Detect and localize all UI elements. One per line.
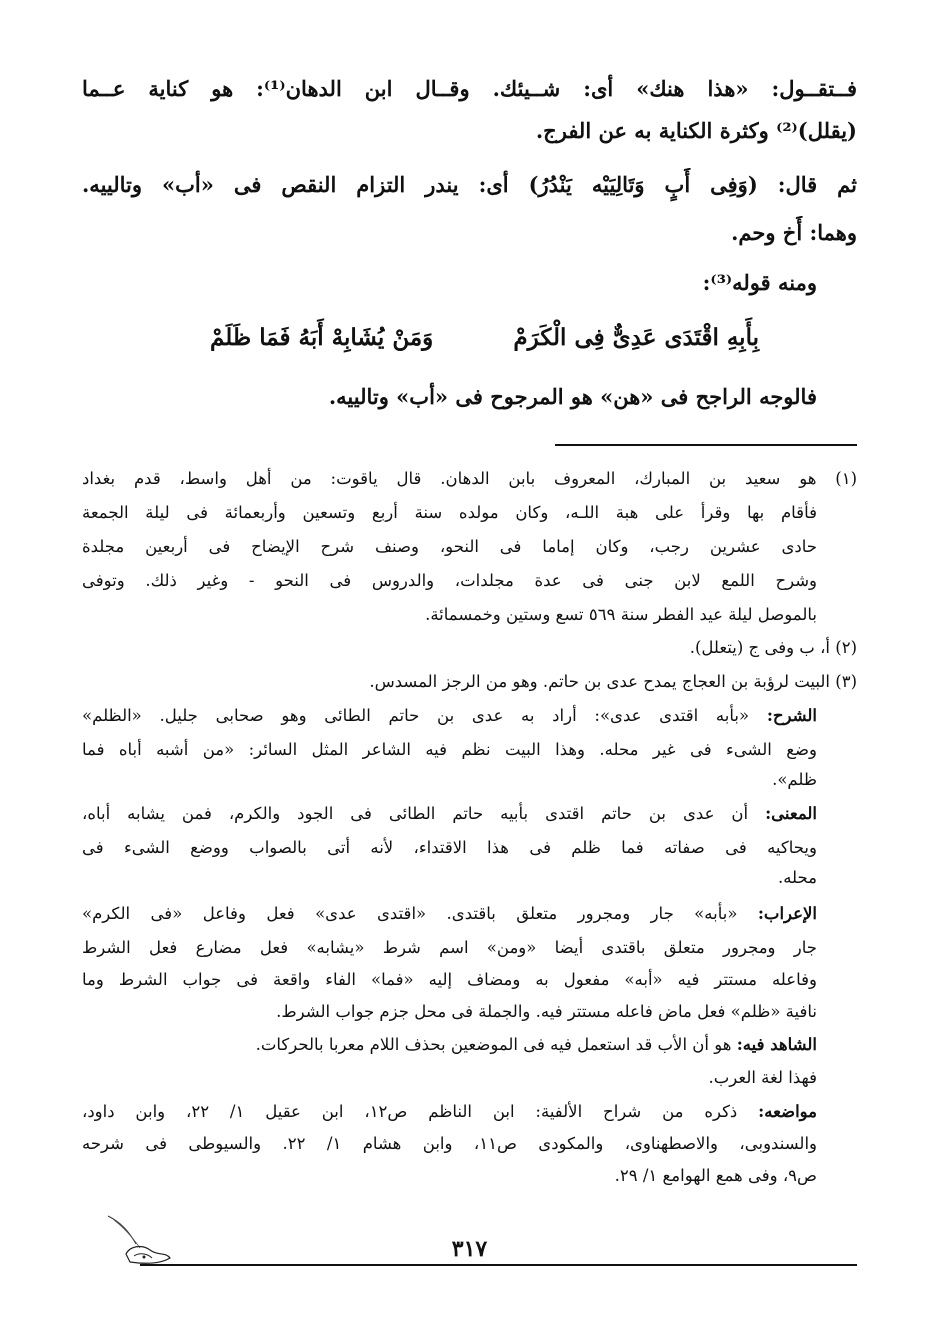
irab-line-3: وفاعله مستتر فيه «أبه» مفعول به ومضاف إليه «فما» الفاء واقعة فى جواب الشرط وما — [82, 970, 817, 989]
sharh-text: «بأبه اقتدى عدى»: أراد به عدى بن حاتم الطائى وهو صحابى جليل. «الظلم» — [82, 706, 750, 725]
shahid-label: الشاهد فيه: — [736, 1035, 817, 1054]
sharh-line-3: ظلم». — [772, 770, 817, 789]
irab-line-2: جار ومجرور متعلق باقتدى أيضا «ومن» اسم شرط «يشابه» فعل مضارع فعل الشرط — [82, 938, 817, 957]
shahid-line-1 — [82, 1031, 817, 1059]
irab-line-4: نافية «ظلم» فعل ماض فاعله مستتر فيه. والجملة فى محل جزم جواب الشرط. — [276, 1002, 817, 1021]
mawadi-label: مواضعه: — [758, 1102, 817, 1121]
sharh-line-1 — [82, 702, 817, 730]
sharh-line-2: وضع الشىء فى غير محله. وهذا البيت نظم فيه الشاعر المثل السائر: «من أشبه أباه فما — [82, 740, 817, 759]
footnote-2-line-1: (٢) أ، ب وفى ج (يتعلل). — [689, 638, 857, 657]
footnote-1-line-4: وشرح اللمع لابن جنى فى عدة مجلدات، والدروس فى النحو - وغير ذلك. وتوفى — [82, 571, 817, 590]
irab-label: الإعراب: — [757, 904, 817, 923]
footnote-separator — [555, 444, 857, 446]
irab-line-1 — [82, 900, 817, 928]
verse-first-hemistich: بِأَبِهِ اقْتَدَى عَدِىٌّ فِى الْكَرَمْ — [513, 324, 759, 351]
main-text-line-1: فــتقــول: «هذا هنك» أى: شــيئك. وقــال ابن الدهان⁽¹⁾: هو كناية عــما — [82, 76, 857, 101]
sharh-label: الشرح: — [766, 706, 817, 725]
footnote-1-line-3: حادى عشرين رجب، وكان إماما فى النحو، وصنف شرح الإيضاح فى أربعين مجلدة — [82, 537, 817, 556]
shahid-line-2: فهذا لغة العرب. — [708, 1068, 817, 1087]
main-text-line-2: (يقلل)⁽²⁾ وكثرة الكناية به عن الفرج. — [535, 118, 857, 143]
main-text-line-6: فالوجه الراجح فى «هن» هو المرجوح فى «أب» وتالييه. — [328, 384, 817, 409]
main-text-line-3: ثم قال: (وَفِى أَبٍ وَتَالِيَيْه يَنْدُرُ) أى: يندر التزام النقص فى «أب» وتالييه. — [82, 172, 857, 197]
mawadi-line-2: والسندوبى، والاصطهناوى، والمكودى ص١١، وابن هشام ١/ ٢٢. والسيوطى فى شرحه — [82, 1134, 817, 1153]
main-text-line-5: ومنه قوله⁽³⁾: — [702, 270, 817, 295]
footnote-1-line-5: بالموصل ليلة عيد الفطر سنة ٥٦٩ تسع وستين وخمسمائة. — [425, 605, 817, 624]
main-text-line-4: وهما: أَخ وحم. — [731, 220, 857, 245]
maana-line-3: محله. — [777, 868, 817, 887]
footnote-1-line-2: فأقام بها وقرأ على هبة اللـه، وكان مولده سنة أربع وتسعين وأربعمائة فى ليلة الجمعة — [82, 503, 817, 522]
verse-second-hemistich: وَمَنْ يُشَابِهْ أَبَهُ فَمَا ظَلَمْ — [210, 324, 434, 351]
maana-line-2: ويحاكيه فى صفاته فما ظلم فى هذا الاقتداء، لأنه أتى بالصواب ووضع الشىء فى — [82, 838, 817, 857]
maana-text: أن عدى بن حاتم اقتدى بأبيه حاتم الطائى فى الجود والكرم، فمن يشابه أباه، — [82, 804, 749, 823]
mawadi-line-3: ص٩، وفى همع الهوامع ١/ ٢٩. — [614, 1166, 817, 1185]
irab-text: «بأبه» جار ومجرور متعلق باقتدى. «اقتدى عدى» فعل وفاعل «فى الكرم» — [82, 904, 738, 923]
mawadi-line-1 — [82, 1098, 817, 1126]
footnote-3-line-1: (٣) البيت لرؤبة بن العجاج يمدح عدى بن حاتم. وهو من الرجز المسدس. — [369, 672, 857, 691]
bottom-rule — [140, 1264, 857, 1266]
mawadi-text: ذكره من شراح الألفية: ابن الناظم ص١٢، ابن عقيل ١/ ٢٢، وابن داود، — [82, 1102, 738, 1121]
footnote-1-line-1: (١) هو سعيد بن المبارك، المعروف بابن الدهان. قال ياقوت: من أهل واسط، قدم بغداد — [82, 469, 857, 488]
shahid-text: هو أن الأب قد استعمل فيه فى الموضعين بحذف اللام معربا بالحركات. — [255, 1035, 732, 1054]
maana-line-1 — [82, 800, 817, 828]
maana-label: المعنى: — [765, 804, 817, 823]
page-number: ٣١٧ — [451, 1236, 488, 1262]
